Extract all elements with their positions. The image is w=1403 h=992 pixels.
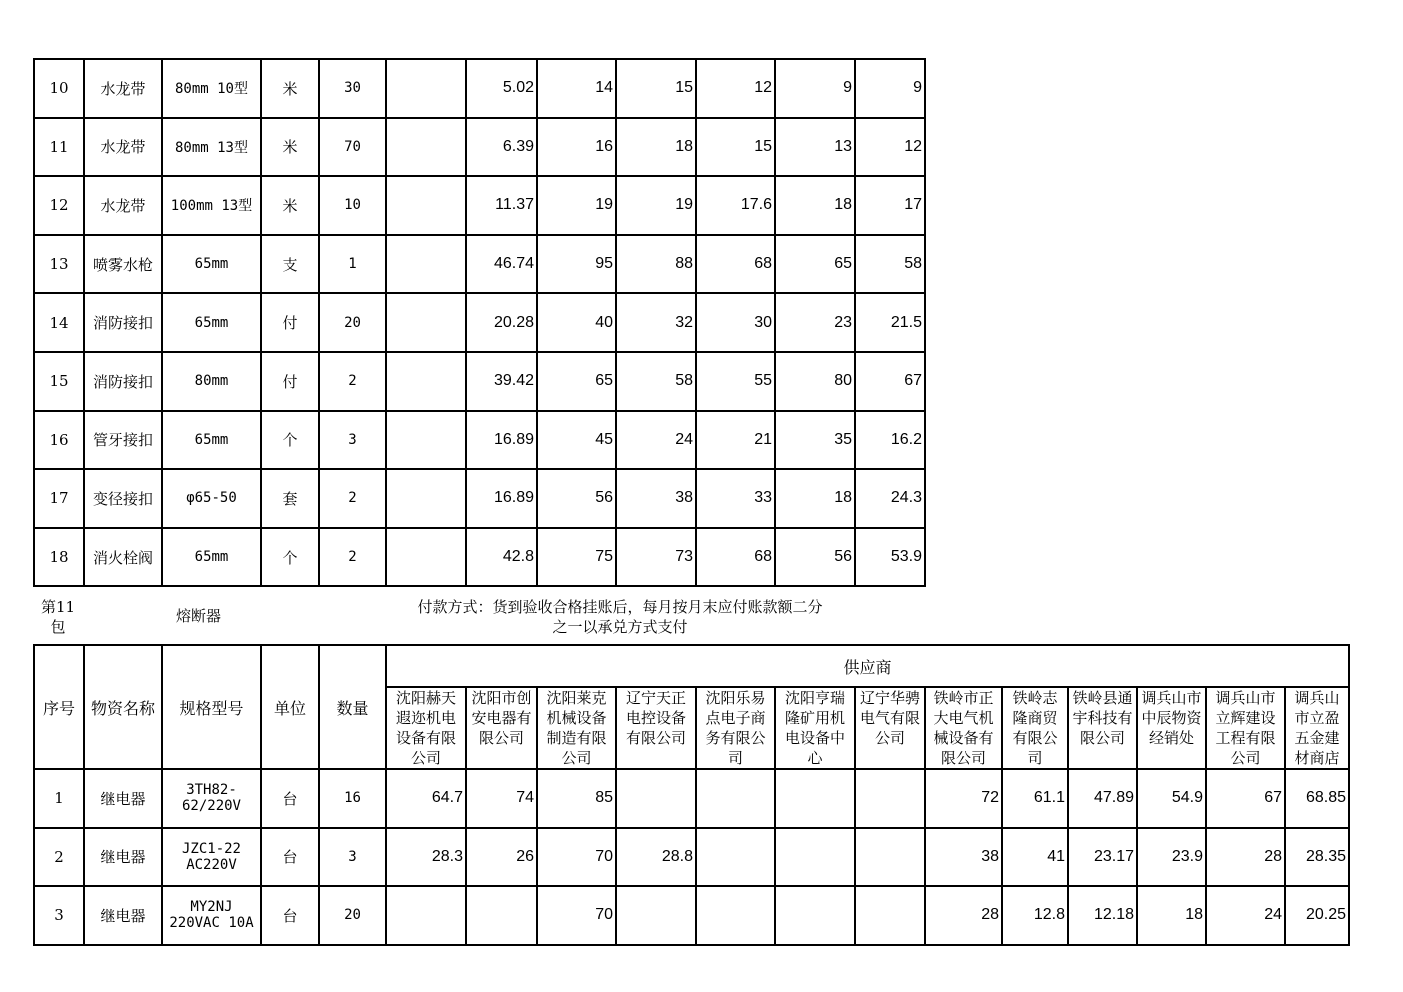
price-cell: 56 <box>775 528 855 587</box>
price-cell: 72 <box>925 769 1002 828</box>
price-cell <box>616 886 696 945</box>
supplier-name: 沈阳莱克机械设备制造有限公司 <box>537 687 616 769</box>
supplier-name: 沈阳乐易点电子商务有限公司 <box>696 687 775 769</box>
package-11-price-table <box>33 644 1350 946</box>
price-cell: 12.18 <box>1068 886 1137 945</box>
item-name: 水龙带 <box>84 59 162 118</box>
item-spec: 65mm <box>162 528 261 587</box>
price-cell: 20.28 <box>466 293 537 352</box>
price-cell: 95 <box>537 235 616 294</box>
price-cell: 23 <box>775 293 855 352</box>
price-cell: 21.5 <box>855 293 925 352</box>
table-row <box>34 769 1349 828</box>
item-quantity: 2 <box>319 528 386 587</box>
row-number: 12 <box>34 176 84 235</box>
table-row <box>34 469 925 528</box>
item-name: 继电器 <box>84 769 162 828</box>
price-cell <box>855 828 925 887</box>
payment-terms-line2: 之一以承兑方式支付 <box>552 618 688 636</box>
blank-cell <box>386 411 466 470</box>
item-name: 消火栓阀 <box>84 528 162 587</box>
supplier-name: 辽宁华骋电气有限公司 <box>855 687 925 769</box>
price-cell: 23.17 <box>1068 828 1137 887</box>
price-cell: 47.89 <box>1068 769 1137 828</box>
item-spec-line2: 220VAC 10A <box>169 915 254 932</box>
supplier-name: 沈阳亨瑞隆矿用机电设备中心 <box>775 687 855 769</box>
price-cell: 41 <box>1002 828 1068 887</box>
blank-cell <box>386 469 466 528</box>
price-cell: 12 <box>696 59 775 118</box>
item-name: 水龙带 <box>84 118 162 177</box>
item-quantity: 2 <box>319 469 386 528</box>
price-cell <box>775 769 855 828</box>
row-number: 2 <box>34 828 84 887</box>
blank-cell <box>386 176 466 235</box>
item-spec: 65mm <box>162 235 261 294</box>
price-cell: 28.8 <box>616 828 696 887</box>
price-cell: 32 <box>616 293 696 352</box>
price-cell: 5.02 <box>466 59 537 118</box>
table-row <box>34 828 1349 887</box>
price-cell: 30 <box>696 293 775 352</box>
blank-cell <box>386 59 466 118</box>
item-spec-line2: 62/220V <box>181 798 241 815</box>
blank-cell <box>386 235 466 294</box>
item-spec: 80mm 13型 <box>162 118 261 177</box>
header-name: 物资名称 <box>84 645 162 769</box>
price-cell: 85 <box>537 769 616 828</box>
header-no: 序号 <box>34 645 84 769</box>
item-quantity: 30 <box>319 59 386 118</box>
price-cell: 28.35 <box>1285 828 1349 887</box>
price-cell: 9 <box>775 59 855 118</box>
header-qty: 数量 <box>319 645 386 769</box>
row-number: 13 <box>34 235 84 294</box>
price-cell: 67 <box>1206 769 1285 828</box>
item-quantity: 3 <box>319 828 386 887</box>
row-number: 17 <box>34 469 84 528</box>
row-number: 10 <box>34 59 84 118</box>
price-cell: 16.89 <box>466 469 537 528</box>
price-cell: 21 <box>696 411 775 470</box>
item-unit: 个 <box>261 528 319 587</box>
price-cell: 16 <box>537 118 616 177</box>
price-cell: 67 <box>855 352 925 411</box>
item-quantity: 1 <box>319 235 386 294</box>
item-spec <box>162 769 261 828</box>
item-unit: 米 <box>261 59 319 118</box>
item-quantity: 70 <box>319 118 386 177</box>
blank-cell <box>386 118 466 177</box>
price-cell: 55 <box>696 352 775 411</box>
row-number: 11 <box>34 118 84 177</box>
item-spec <box>162 886 261 945</box>
price-cell: 18 <box>1137 886 1206 945</box>
price-cell: 80 <box>775 352 855 411</box>
price-cell: 40 <box>537 293 616 352</box>
price-cell: 24 <box>616 411 696 470</box>
supplier-name: 辽宁天正电控设备有限公司 <box>616 687 696 769</box>
table-row <box>34 176 925 235</box>
supplier-name: 调兵山市立盈五金建材商店 <box>1285 687 1349 769</box>
price-cell: 46.74 <box>466 235 537 294</box>
price-cell: 74 <box>466 769 537 828</box>
price-cell: 20.25 <box>1285 886 1349 945</box>
blank-cell <box>386 293 466 352</box>
item-quantity: 16 <box>319 769 386 828</box>
price-cell: 26 <box>466 828 537 887</box>
row-number: 18 <box>34 528 84 587</box>
price-cell: 13 <box>775 118 855 177</box>
item-spec-line1: 3TH82- <box>186 782 237 799</box>
price-cell <box>775 828 855 887</box>
price-cell <box>386 886 466 945</box>
top-price-table <box>33 58 926 587</box>
item-name: 继电器 <box>84 886 162 945</box>
price-cell: 15 <box>616 59 696 118</box>
table-row <box>34 886 1349 945</box>
price-cell: 53.9 <box>855 528 925 587</box>
table-row <box>34 59 925 118</box>
price-cell: 35 <box>775 411 855 470</box>
supplier-name: 沈阳赫天遐迩机电设备有限公司 <box>386 687 466 769</box>
price-cell: 23.9 <box>1137 828 1206 887</box>
item-spec: φ65-50 <box>162 469 261 528</box>
table-row <box>34 352 925 411</box>
table-row <box>34 411 925 470</box>
table-row <box>34 293 925 352</box>
package-title: 熔断器 <box>176 607 222 625</box>
price-cell: 6.39 <box>466 118 537 177</box>
item-unit: 付 <box>261 293 319 352</box>
item-spec: 80mm 10型 <box>162 59 261 118</box>
item-unit: 米 <box>261 118 319 177</box>
item-quantity: 20 <box>319 886 386 945</box>
price-cell: 16.89 <box>466 411 537 470</box>
payment-terms <box>380 597 860 637</box>
supplier-name: 铁岭志隆商贸有限公司 <box>1002 687 1068 769</box>
price-cell <box>696 769 775 828</box>
supplier-name: 沈阳市创安电器有限公司 <box>466 687 537 769</box>
item-unit: 套 <box>261 469 319 528</box>
price-cell: 54.9 <box>1137 769 1206 828</box>
package-label-line1: 第11 <box>40 598 76 616</box>
item-unit: 付 <box>261 352 319 411</box>
price-cell <box>855 886 925 945</box>
item-name: 管牙接扣 <box>84 411 162 470</box>
item-quantity: 2 <box>319 352 386 411</box>
item-spec-line1: MY2NJ <box>190 899 233 916</box>
price-cell: 19 <box>537 176 616 235</box>
price-cell <box>466 886 537 945</box>
supplier-name: 调兵山市中辰物资经销处 <box>1137 687 1206 769</box>
item-unit: 米 <box>261 176 319 235</box>
table-row <box>34 118 925 177</box>
price-cell: 70 <box>537 828 616 887</box>
supplier-name: 铁岭县通宇科技有限公司 <box>1068 687 1137 769</box>
price-cell <box>696 828 775 887</box>
price-cell <box>775 886 855 945</box>
item-spec: 65mm <box>162 411 261 470</box>
item-spec-line2: AC220V <box>186 856 237 873</box>
price-cell: 24.3 <box>855 469 925 528</box>
price-cell: 12.8 <box>1002 886 1068 945</box>
row-number: 14 <box>34 293 84 352</box>
price-cell: 24 <box>1206 886 1285 945</box>
item-name: 水龙带 <box>84 176 162 235</box>
blank-cell <box>386 528 466 587</box>
price-cell: 42.8 <box>466 528 537 587</box>
price-cell <box>855 769 925 828</box>
price-cell: 56 <box>537 469 616 528</box>
package-label <box>38 597 78 637</box>
price-cell: 28 <box>1206 828 1285 887</box>
price-cell <box>616 769 696 828</box>
price-cell: 58 <box>616 352 696 411</box>
blank-cell <box>386 352 466 411</box>
item-quantity: 3 <box>319 411 386 470</box>
package-label-line2: 包 <box>50 618 66 636</box>
price-cell: 73 <box>616 528 696 587</box>
price-cell: 19 <box>616 176 696 235</box>
price-cell: 11.37 <box>466 176 537 235</box>
item-quantity: 20 <box>319 293 386 352</box>
price-cell <box>696 886 775 945</box>
price-cell: 38 <box>925 828 1002 887</box>
item-quantity: 10 <box>319 176 386 235</box>
price-cell: 14 <box>537 59 616 118</box>
header-unit: 单位 <box>261 645 319 769</box>
price-cell: 45 <box>537 411 616 470</box>
price-cell: 68 <box>696 528 775 587</box>
item-name: 喷雾水枪 <box>84 235 162 294</box>
price-cell: 65 <box>775 235 855 294</box>
item-unit: 台 <box>261 886 319 945</box>
item-spec: 80mm <box>162 352 261 411</box>
price-cell: 28 <box>925 886 1002 945</box>
item-name: 变径接扣 <box>84 469 162 528</box>
table-row <box>34 235 925 294</box>
item-unit: 支 <box>261 235 319 294</box>
item-spec: 100mm 13型 <box>162 176 261 235</box>
price-cell: 68.85 <box>1285 769 1349 828</box>
price-cell: 75 <box>537 528 616 587</box>
price-cell: 16.2 <box>855 411 925 470</box>
row-number: 3 <box>34 886 84 945</box>
item-spec-line1: JZC1-22 <box>181 840 241 857</box>
item-spec <box>162 828 261 887</box>
item-spec: 65mm <box>162 293 261 352</box>
row-number: 15 <box>34 352 84 411</box>
item-name: 消防接扣 <box>84 293 162 352</box>
price-cell: 9 <box>855 59 925 118</box>
price-cell: 15 <box>696 118 775 177</box>
price-cell: 28.3 <box>386 828 466 887</box>
price-cell: 88 <box>616 235 696 294</box>
item-unit: 个 <box>261 411 319 470</box>
price-cell: 70 <box>537 886 616 945</box>
price-cell: 17 <box>855 176 925 235</box>
price-cell: 65 <box>537 352 616 411</box>
item-unit: 台 <box>261 828 319 887</box>
price-cell: 33 <box>696 469 775 528</box>
price-cell: 12 <box>855 118 925 177</box>
price-cell: 18 <box>616 118 696 177</box>
price-cell: 61.1 <box>1002 769 1068 828</box>
supplier-name: 调兵山市立辉建设工程有限公司 <box>1206 687 1285 769</box>
price-cell: 38 <box>616 469 696 528</box>
price-cell: 68 <box>696 235 775 294</box>
price-cell: 39.42 <box>466 352 537 411</box>
header-spec: 规格型号 <box>162 645 261 769</box>
payment-terms-line1: 付款方式：货到验收合格挂账后，每月按月末应付账款额二分 <box>417 598 823 616</box>
price-cell: 18 <box>775 469 855 528</box>
item-name: 继电器 <box>84 828 162 887</box>
price-cell: 58 <box>855 235 925 294</box>
header-suppliers: 供应商 <box>386 645 1349 687</box>
row-number: 16 <box>34 411 84 470</box>
item-unit: 台 <box>261 769 319 828</box>
table-row <box>34 528 925 587</box>
price-cell: 17.6 <box>696 176 775 235</box>
price-cell: 64.7 <box>386 769 466 828</box>
price-cell: 18 <box>775 176 855 235</box>
item-name: 消防接扣 <box>84 352 162 411</box>
row-number: 1 <box>34 769 84 828</box>
supplier-name: 铁岭市正大电气机械设备有限公司 <box>925 687 1002 769</box>
